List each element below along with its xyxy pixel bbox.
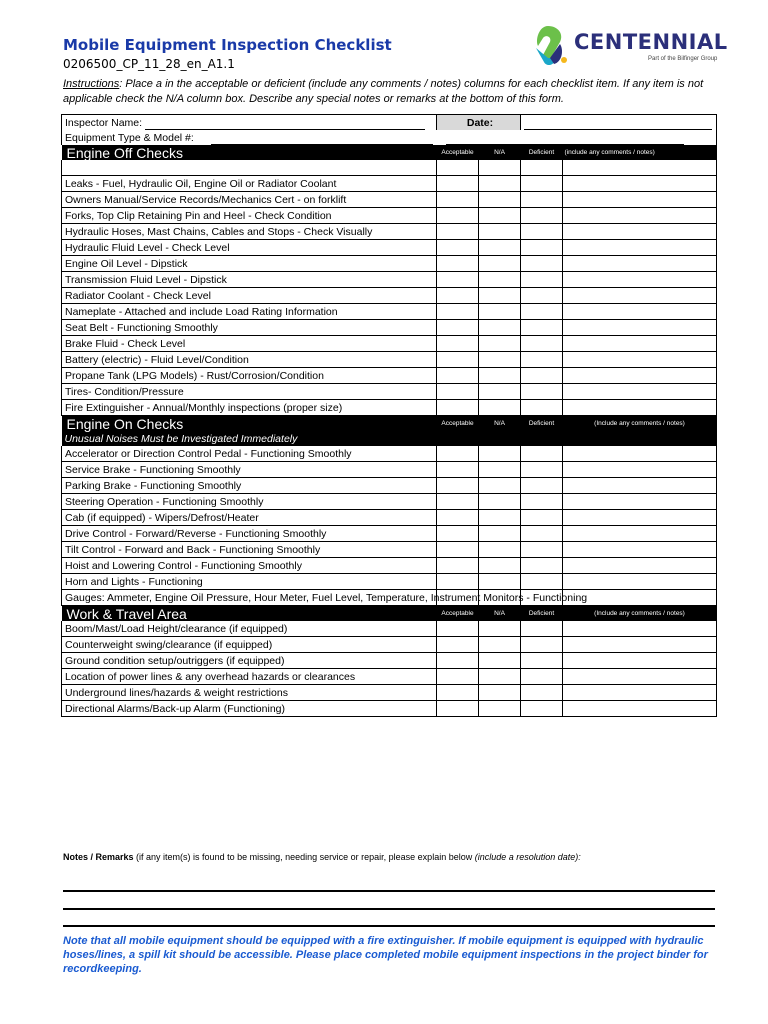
deficient-checkbox[interactable] bbox=[521, 510, 563, 526]
item-label: Forks, Top Clip Retaining Pin and Heel - Check Condition bbox=[62, 208, 437, 224]
item-label: Brake Fluid - Check Level bbox=[62, 336, 437, 352]
comments-cell[interactable] bbox=[563, 558, 717, 574]
table-row bbox=[62, 256, 717, 272]
item-label: Drive Control - Forward/Reverse - Functioning Smoothly bbox=[62, 526, 437, 542]
col-comments: (Include any comments / notes) bbox=[563, 416, 717, 432]
deficient-checkbox[interactable] bbox=[521, 669, 563, 685]
section-subtitle: Unusual Noises Must be Investigated Immediately bbox=[62, 431, 717, 446]
comments-cell[interactable] bbox=[563, 208, 717, 224]
item-label: Hydraulic Hoses, Mast Chains, Cables and Stops - Check Visually bbox=[62, 224, 437, 240]
acceptable-checkbox[interactable] bbox=[437, 288, 479, 304]
inspector-name-field[interactable] bbox=[62, 115, 437, 131]
acceptable-checkbox[interactable] bbox=[437, 621, 479, 637]
deficient-checkbox[interactable] bbox=[521, 685, 563, 701]
acceptable-checkbox[interactable] bbox=[437, 320, 479, 336]
notes-italic: (include a resolution date): bbox=[474, 852, 581, 862]
table-row bbox=[62, 653, 717, 669]
na-checkbox[interactable] bbox=[479, 558, 521, 574]
deficient-checkbox[interactable] bbox=[521, 368, 563, 384]
section-title: Work & Travel Area bbox=[62, 606, 437, 622]
item-label: Hoist and Lowering Control - Functioning Smoothly bbox=[62, 558, 437, 574]
table-row bbox=[62, 478, 717, 494]
comments-cell[interactable] bbox=[563, 400, 717, 416]
na-checkbox[interactable] bbox=[479, 510, 521, 526]
acceptable-checkbox[interactable] bbox=[437, 272, 479, 288]
section-title: Engine Off Checks bbox=[62, 145, 437, 160]
deficient-checkbox[interactable] bbox=[521, 574, 563, 590]
comments-cell[interactable] bbox=[563, 224, 717, 240]
deficient-checkbox[interactable] bbox=[521, 526, 563, 542]
na-checkbox[interactable] bbox=[479, 494, 521, 510]
table-row bbox=[62, 462, 717, 478]
acceptable-checkbox[interactable] bbox=[437, 510, 479, 526]
deficient-checkbox[interactable] bbox=[521, 542, 563, 558]
logo-wordmark: CENTENNIAL bbox=[574, 30, 728, 54]
item-label: Counterweight swing/clearance (if equipped) bbox=[62, 637, 437, 653]
table-row bbox=[62, 272, 717, 288]
table-row bbox=[62, 176, 717, 192]
item-label: Leaks - Fuel, Hydraulic Oil, Engine Oil or Radiator Coolant bbox=[62, 176, 437, 192]
col-acceptable: Acceptable bbox=[437, 416, 479, 432]
comments-cell[interactable] bbox=[563, 701, 717, 717]
equipment-row bbox=[62, 130, 717, 145]
na-checkbox[interactable] bbox=[479, 526, 521, 542]
table-row bbox=[62, 384, 717, 400]
comments-cell[interactable] bbox=[563, 526, 717, 542]
deficient-checkbox[interactable] bbox=[521, 478, 563, 494]
item-label: Location of power lines & any overhead hazards or clearances bbox=[62, 669, 437, 685]
item-label: Parking Brake - Functioning Smoothly bbox=[62, 478, 437, 494]
col-na: N/A bbox=[479, 145, 521, 160]
table-row bbox=[62, 669, 717, 685]
instructions bbox=[63, 77, 723, 107]
table-row bbox=[62, 304, 717, 320]
comments-cell[interactable] bbox=[563, 304, 717, 320]
checklist-table bbox=[61, 114, 717, 717]
deficient-checkbox[interactable] bbox=[521, 304, 563, 320]
table-row bbox=[62, 510, 717, 526]
equipment-model-field[interactable] bbox=[437, 130, 717, 145]
table-row bbox=[62, 320, 717, 336]
comments-cell[interactable] bbox=[563, 462, 717, 478]
acceptable-checkbox[interactable] bbox=[437, 526, 479, 542]
item-label: Engine Oil Level - Dipstick bbox=[62, 256, 437, 272]
notes-line-1[interactable] bbox=[63, 890, 715, 892]
comments-cell[interactable] bbox=[563, 288, 717, 304]
notes-line-3[interactable] bbox=[63, 925, 715, 927]
table-row bbox=[62, 574, 717, 590]
na-checkbox[interactable] bbox=[479, 192, 521, 208]
date-field[interactable] bbox=[521, 115, 717, 131]
item-label: Transmission Fluid Level - Dipstick bbox=[62, 272, 437, 288]
comments-cell[interactable] bbox=[563, 272, 717, 288]
comments-cell[interactable] bbox=[563, 669, 717, 685]
table-row bbox=[62, 446, 717, 462]
notes-line-2[interactable] bbox=[63, 908, 715, 910]
acceptable-checkbox[interactable] bbox=[437, 653, 479, 669]
comments-cell[interactable] bbox=[563, 320, 717, 336]
acceptable-checkbox[interactable] bbox=[437, 478, 479, 494]
table-row bbox=[62, 685, 717, 701]
comments-cell[interactable] bbox=[563, 160, 717, 176]
item-label: Horn and Lights - Functioning bbox=[62, 574, 437, 590]
deficient-checkbox[interactable] bbox=[521, 621, 563, 637]
equipment-type-label: Equipment Type & Model #: bbox=[65, 131, 194, 144]
comments-cell[interactable] bbox=[563, 240, 717, 256]
acceptable-checkbox[interactable] bbox=[437, 240, 479, 256]
item-label: Ground condition setup/outriggers (if equipped) bbox=[62, 653, 437, 669]
deficient-checkbox[interactable] bbox=[521, 224, 563, 240]
deficient-checkbox[interactable] bbox=[521, 208, 563, 224]
item-label: Steering Operation - Functioning Smoothly bbox=[62, 494, 437, 510]
item-label: Owners Manual/Service Records/Mechanics Cert - on forklift bbox=[62, 192, 437, 208]
notes-text: (if any item(s) is found to be missing, needing service or repair, please explain below bbox=[133, 852, 475, 862]
col-na: N/A bbox=[479, 416, 521, 432]
na-checkbox[interactable] bbox=[479, 669, 521, 685]
na-checkbox[interactable] bbox=[479, 176, 521, 192]
col-acceptable: Acceptable bbox=[437, 145, 479, 160]
table-row bbox=[62, 400, 717, 416]
na-checkbox[interactable] bbox=[479, 208, 521, 224]
na-checkbox[interactable] bbox=[479, 574, 521, 590]
document-number: 0206500_CP_11_28_en_A1.1 bbox=[63, 57, 235, 71]
comments-cell[interactable] bbox=[563, 574, 717, 590]
acceptable-checkbox[interactable] bbox=[437, 558, 479, 574]
acceptable-checkbox[interactable] bbox=[437, 446, 479, 462]
na-checkbox[interactable] bbox=[479, 653, 521, 669]
deficient-checkbox[interactable] bbox=[521, 558, 563, 574]
acceptable-checkbox[interactable] bbox=[437, 208, 479, 224]
na-checkbox[interactable] bbox=[479, 400, 521, 416]
table-row bbox=[62, 542, 717, 558]
deficient-checkbox[interactable] bbox=[521, 240, 563, 256]
item-label: Tires- Condition/Pressure bbox=[62, 384, 437, 400]
na-checkbox[interactable] bbox=[479, 160, 521, 176]
deficient-checkbox[interactable] bbox=[521, 701, 563, 717]
item-label: Boom/Mast/Load Height/clearance (if equipped) bbox=[62, 621, 437, 637]
comments-cell[interactable] bbox=[563, 510, 717, 526]
na-checkbox[interactable] bbox=[479, 621, 521, 637]
table-row bbox=[62, 160, 717, 176]
equipment-type-field[interactable] bbox=[62, 130, 437, 145]
item-label: Hydraulic Fluid Level - Check Level bbox=[62, 240, 437, 256]
item-label: Battery (electric) - Fluid Level/Condition bbox=[62, 352, 437, 368]
col-deficient: Deficient bbox=[521, 606, 563, 622]
na-checkbox[interactable] bbox=[479, 462, 521, 478]
na-checkbox[interactable] bbox=[479, 478, 521, 494]
col-comments: (include any comments / notes) bbox=[563, 145, 717, 160]
table-row bbox=[62, 240, 717, 256]
col-deficient: Deficient bbox=[521, 145, 563, 160]
section-header-engine-on bbox=[62, 416, 717, 432]
acceptable-checkbox[interactable] bbox=[437, 384, 479, 400]
instructions-text: : Place a in the acceptable or deficient (include any comments / notes) columns for each checklist item. If any item is not applicable check the N/A column box. Describe any special notes or remarks at the bottom of this form. bbox=[63, 78, 704, 105]
acceptable-checkbox[interactable] bbox=[437, 256, 479, 272]
acceptable-checkbox[interactable] bbox=[437, 352, 479, 368]
acceptable-checkbox[interactable] bbox=[437, 304, 479, 320]
acceptable-checkbox[interactable] bbox=[437, 701, 479, 717]
comments-cell[interactable] bbox=[563, 384, 717, 400]
item-label: Radiator Coolant - Check Level bbox=[62, 288, 437, 304]
na-checkbox[interactable] bbox=[479, 320, 521, 336]
page-title: Mobile Equipment Inspection Checklist bbox=[63, 36, 392, 54]
section-header-engine-off bbox=[62, 145, 717, 160]
acceptable-checkbox[interactable] bbox=[437, 574, 479, 590]
footer-note: Note that all mobile equipment should be equipped with a fire extinguisher. If mobile equipment is equipped with hydraulic hoses/lines, a spill kit should be accessible. Please place completed mobile equipment inspections in the project binder for recordkeeping. bbox=[63, 935, 708, 975]
item-label: Cab (if equipped) - Wipers/Defrost/Heater bbox=[62, 510, 437, 526]
item-label: Service Brake - Functioning Smoothly bbox=[62, 462, 437, 478]
table-row bbox=[62, 558, 717, 574]
comments-cell[interactable] bbox=[563, 192, 717, 208]
table-row bbox=[62, 336, 717, 352]
deficient-checkbox[interactable] bbox=[521, 320, 563, 336]
comments-cell[interactable] bbox=[563, 368, 717, 384]
comments-cell[interactable] bbox=[563, 256, 717, 272]
deficient-checkbox[interactable] bbox=[521, 494, 563, 510]
deficient-checkbox[interactable] bbox=[521, 462, 563, 478]
table-row bbox=[62, 352, 717, 368]
comments-cell[interactable] bbox=[563, 685, 717, 701]
col-na: N/A bbox=[479, 606, 521, 622]
company-logo bbox=[530, 22, 728, 68]
na-checkbox[interactable] bbox=[479, 272, 521, 288]
notes-label: Notes / Remarks bbox=[63, 852, 134, 862]
logo-tagline: Part of the Bilfinger Group bbox=[648, 56, 718, 62]
item-label: Fire Extinguisher - Annual/Monthly inspections (proper size) bbox=[62, 400, 437, 416]
deficient-checkbox[interactable] bbox=[521, 637, 563, 653]
na-checkbox[interactable] bbox=[479, 288, 521, 304]
deficient-checkbox[interactable] bbox=[521, 400, 563, 416]
section-header-work-travel bbox=[62, 606, 717, 622]
acceptable-checkbox[interactable] bbox=[437, 462, 479, 478]
na-checkbox[interactable] bbox=[479, 336, 521, 352]
centennial-logo-icon bbox=[530, 22, 570, 68]
item-label: Accelerator or Direction Control Pedal - Functioning Smoothly bbox=[62, 446, 437, 462]
table-row bbox=[62, 224, 717, 240]
section-subtitle-row bbox=[62, 431, 717, 446]
acceptable-checkbox[interactable] bbox=[437, 400, 479, 416]
inspector-row bbox=[62, 115, 717, 131]
acceptable-checkbox[interactable] bbox=[437, 224, 479, 240]
comments-cell[interactable] bbox=[563, 653, 717, 669]
table-row bbox=[62, 368, 717, 384]
comments-cell[interactable] bbox=[563, 621, 717, 637]
deficient-checkbox[interactable] bbox=[521, 256, 563, 272]
acceptable-checkbox[interactable] bbox=[437, 542, 479, 558]
deficient-checkbox[interactable] bbox=[521, 160, 563, 176]
acceptable-checkbox[interactable] bbox=[437, 176, 479, 192]
na-checkbox[interactable] bbox=[479, 224, 521, 240]
table-row bbox=[62, 701, 717, 717]
date-label: Date: bbox=[437, 115, 521, 131]
comments-cell[interactable] bbox=[563, 637, 717, 653]
deficient-checkbox[interactable] bbox=[521, 653, 563, 669]
deficient-checkbox[interactable] bbox=[521, 272, 563, 288]
notes-remarks-label bbox=[63, 852, 581, 862]
item-label: Gauges: Ammeter, Engine Oil Pressure, Hour Meter, Fuel Level, Temperature, Instrument Monitors - Functioning bbox=[62, 590, 437, 606]
na-checkbox[interactable] bbox=[479, 542, 521, 558]
deficient-checkbox[interactable] bbox=[521, 336, 563, 352]
item-label: Directional Alarms/Back-up Alarm (Functioning) bbox=[62, 701, 437, 717]
col-deficient: Deficient bbox=[521, 416, 563, 432]
deficient-checkbox[interactable] bbox=[521, 446, 563, 462]
acceptable-checkbox[interactable] bbox=[437, 685, 479, 701]
inspector-name-label: Inspector Name: bbox=[65, 116, 143, 129]
section-title: Engine On Checks bbox=[62, 416, 437, 432]
deficient-checkbox[interactable] bbox=[521, 192, 563, 208]
acceptable-checkbox[interactable] bbox=[437, 637, 479, 653]
comments-cell[interactable] bbox=[563, 336, 717, 352]
na-checkbox[interactable] bbox=[479, 384, 521, 400]
na-checkbox[interactable] bbox=[479, 256, 521, 272]
item-label: Underground lines/hazards & weight restrictions bbox=[62, 685, 437, 701]
comments-cell[interactable] bbox=[563, 352, 717, 368]
instructions-label: Instructions bbox=[63, 78, 120, 90]
acceptable-checkbox[interactable] bbox=[437, 192, 479, 208]
comments-cell[interactable] bbox=[563, 446, 717, 462]
na-checkbox[interactable] bbox=[479, 701, 521, 717]
table-row bbox=[62, 621, 717, 637]
item-label: Tilt Control - Forward and Back - Functioning Smoothly bbox=[62, 542, 437, 558]
deficient-checkbox[interactable] bbox=[521, 352, 563, 368]
table-row bbox=[62, 288, 717, 304]
comments-cell[interactable] bbox=[563, 542, 717, 558]
acceptable-checkbox[interactable] bbox=[437, 368, 479, 384]
acceptable-checkbox[interactable] bbox=[437, 669, 479, 685]
item-label: Nameplate - Attached and include Load Rating Information bbox=[62, 304, 437, 320]
na-checkbox[interactable] bbox=[479, 446, 521, 462]
deficient-checkbox[interactable] bbox=[521, 288, 563, 304]
acceptable-checkbox[interactable] bbox=[437, 494, 479, 510]
deficient-checkbox[interactable] bbox=[521, 176, 563, 192]
na-checkbox[interactable] bbox=[479, 352, 521, 368]
acceptable-checkbox[interactable] bbox=[437, 336, 479, 352]
table-row bbox=[62, 637, 717, 653]
na-checkbox[interactable] bbox=[479, 685, 521, 701]
table-row bbox=[62, 192, 717, 208]
deficient-checkbox[interactable] bbox=[521, 384, 563, 400]
item-label: Seat Belt - Functioning Smoothly bbox=[62, 320, 437, 336]
comments-cell[interactable] bbox=[563, 176, 717, 192]
na-checkbox[interactable] bbox=[479, 637, 521, 653]
col-comments: (Include any comments / notes) bbox=[563, 606, 717, 622]
na-checkbox[interactable] bbox=[479, 240, 521, 256]
table-row bbox=[62, 526, 717, 542]
table-row bbox=[62, 494, 717, 510]
comments-cell[interactable] bbox=[563, 494, 717, 510]
table-row bbox=[62, 590, 717, 606]
col-acceptable: Acceptable bbox=[437, 606, 479, 622]
item-label: Propane Tank (LPG Models) - Rust/Corrosion/Condition bbox=[62, 368, 437, 384]
na-checkbox[interactable] bbox=[479, 304, 521, 320]
acceptable-checkbox[interactable] bbox=[437, 160, 479, 176]
table-row bbox=[62, 208, 717, 224]
comments-cell[interactable] bbox=[563, 478, 717, 494]
na-checkbox[interactable] bbox=[479, 368, 521, 384]
